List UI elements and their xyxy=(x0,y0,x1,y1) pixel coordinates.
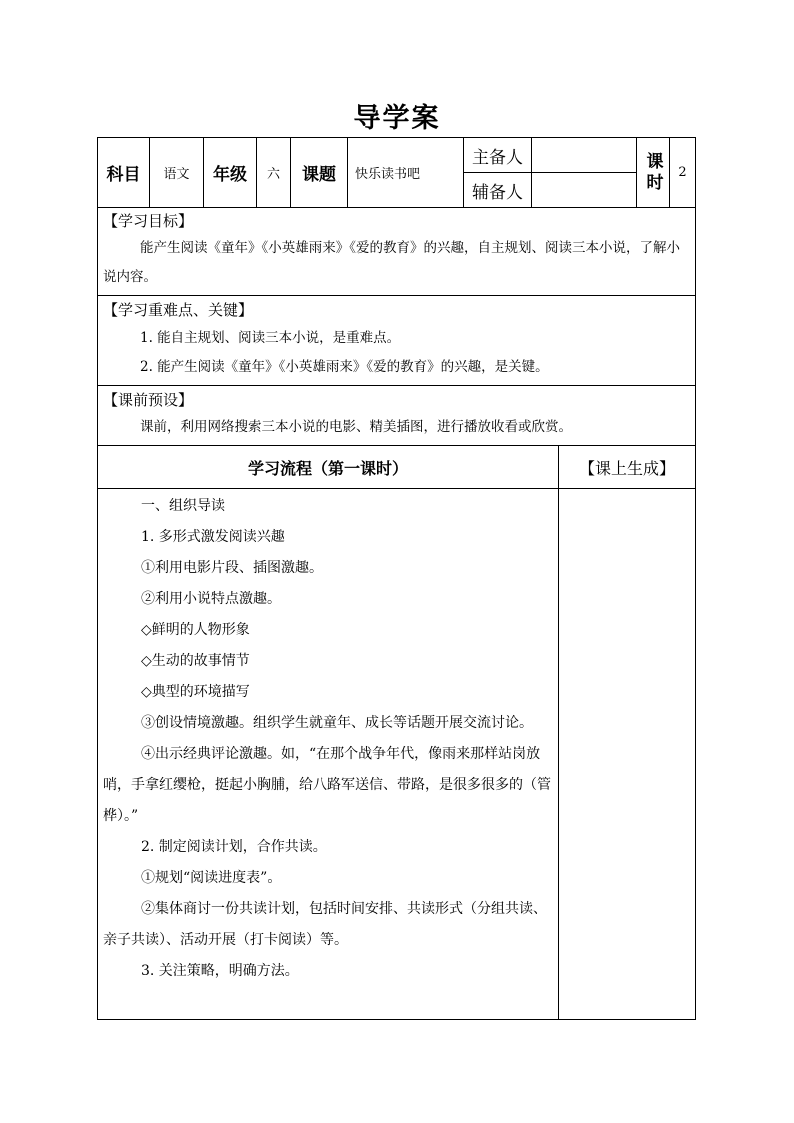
process-line: ④出示经典评论激趣。如，“在那个战争年代，像雨来那样站岗放哨，手拿红缨枪，挺起小胸脯，给八路军送信、带路，是很多很多的（管桦）。” xyxy=(103,746,551,824)
process-line: ①利用电影片段、插图激趣。 xyxy=(141,560,323,576)
process-line: ③创设情境激趣。组织学生就童年、成长等话题开展交流讨论。 xyxy=(141,715,533,731)
process-line: 3. 关注策略，明确方法。 xyxy=(141,963,299,979)
assistant-preparer-field[interactable] xyxy=(532,173,636,207)
grade-value: 六 xyxy=(266,167,280,182)
process-line: 2. 制定阅读计划，合作共读。 xyxy=(141,839,327,855)
process-line: ②利用小说特点激趣。 xyxy=(141,591,281,607)
keypoints-bottom xyxy=(97,385,696,386)
table-border-left xyxy=(97,137,98,1020)
preview-heading: 【课前预设】 xyxy=(103,391,194,409)
process-line: ◇典型的环境描写 xyxy=(141,684,250,700)
process-line: 1. 多形式激发阅读兴趣 xyxy=(141,529,285,545)
subject-label: 科目 xyxy=(106,165,141,185)
table-border-bottom xyxy=(97,1019,696,1020)
objectives-heading: 【学习目标】 xyxy=(103,212,194,230)
process-line: ②集体商讨一份共读计划，包括时间安排、共读形式（分组共读、亲子共读）、活动开展（打卡阅读）等。 xyxy=(103,901,547,948)
process-line: ◇鲜明的人物形象 xyxy=(141,622,250,638)
grade-label: 年级 xyxy=(213,165,247,185)
keypoints-heading: 【学习重难点、关键】 xyxy=(103,301,254,319)
assistant-preparer-label: 辅备人 xyxy=(472,182,523,203)
keypoint-item: 1. 能自主规划、阅读三本小说，是重难点。 xyxy=(140,330,401,346)
objectives-body xyxy=(103,234,690,292)
periods-label: 课时 xyxy=(642,152,663,194)
objectives-bottom xyxy=(97,295,696,296)
periods-value: 2 xyxy=(678,165,687,180)
keypoint-item: 2. 能产生阅读《童年》《小英雄雨来》《爱的教育》的兴趣，是关键。 xyxy=(140,359,549,375)
info-row-bottom xyxy=(97,207,696,208)
process-body xyxy=(103,491,553,987)
main-preparer-field[interactable] xyxy=(532,138,636,172)
guide-table xyxy=(97,137,696,1020)
keypoints-body xyxy=(103,324,690,382)
document-title: 导学案 xyxy=(353,103,441,134)
subject-value: 语文 xyxy=(163,167,190,182)
main-preparer-label: 主备人 xyxy=(472,147,523,168)
preview-text: 课前，利用网络搜索三本小说的电影、精美插图，进行播放收看或欣赏。 xyxy=(140,419,572,435)
objectives-text: 能产生阅读《童年》《小英雄雨来》《爱的教育》的兴趣，自主规划、阅读三本小说，了解小说内容。 xyxy=(103,240,680,285)
process-line: 一、组织导读 xyxy=(141,498,225,514)
process-line: ①规划“阅读进度表”。 xyxy=(141,870,282,886)
in-class-heading: 【课上生成】 xyxy=(578,458,675,478)
process-line: ◇生动的故事情节 xyxy=(141,653,250,669)
topic-label: 课题 xyxy=(302,165,336,185)
in-class-notes-area[interactable] xyxy=(559,489,695,1019)
process-heading: 学习流程（第一课时） xyxy=(247,458,408,478)
preview-body xyxy=(103,413,690,442)
topic-value: 快乐读书吧 xyxy=(355,167,421,182)
table-border-right xyxy=(695,137,696,1020)
